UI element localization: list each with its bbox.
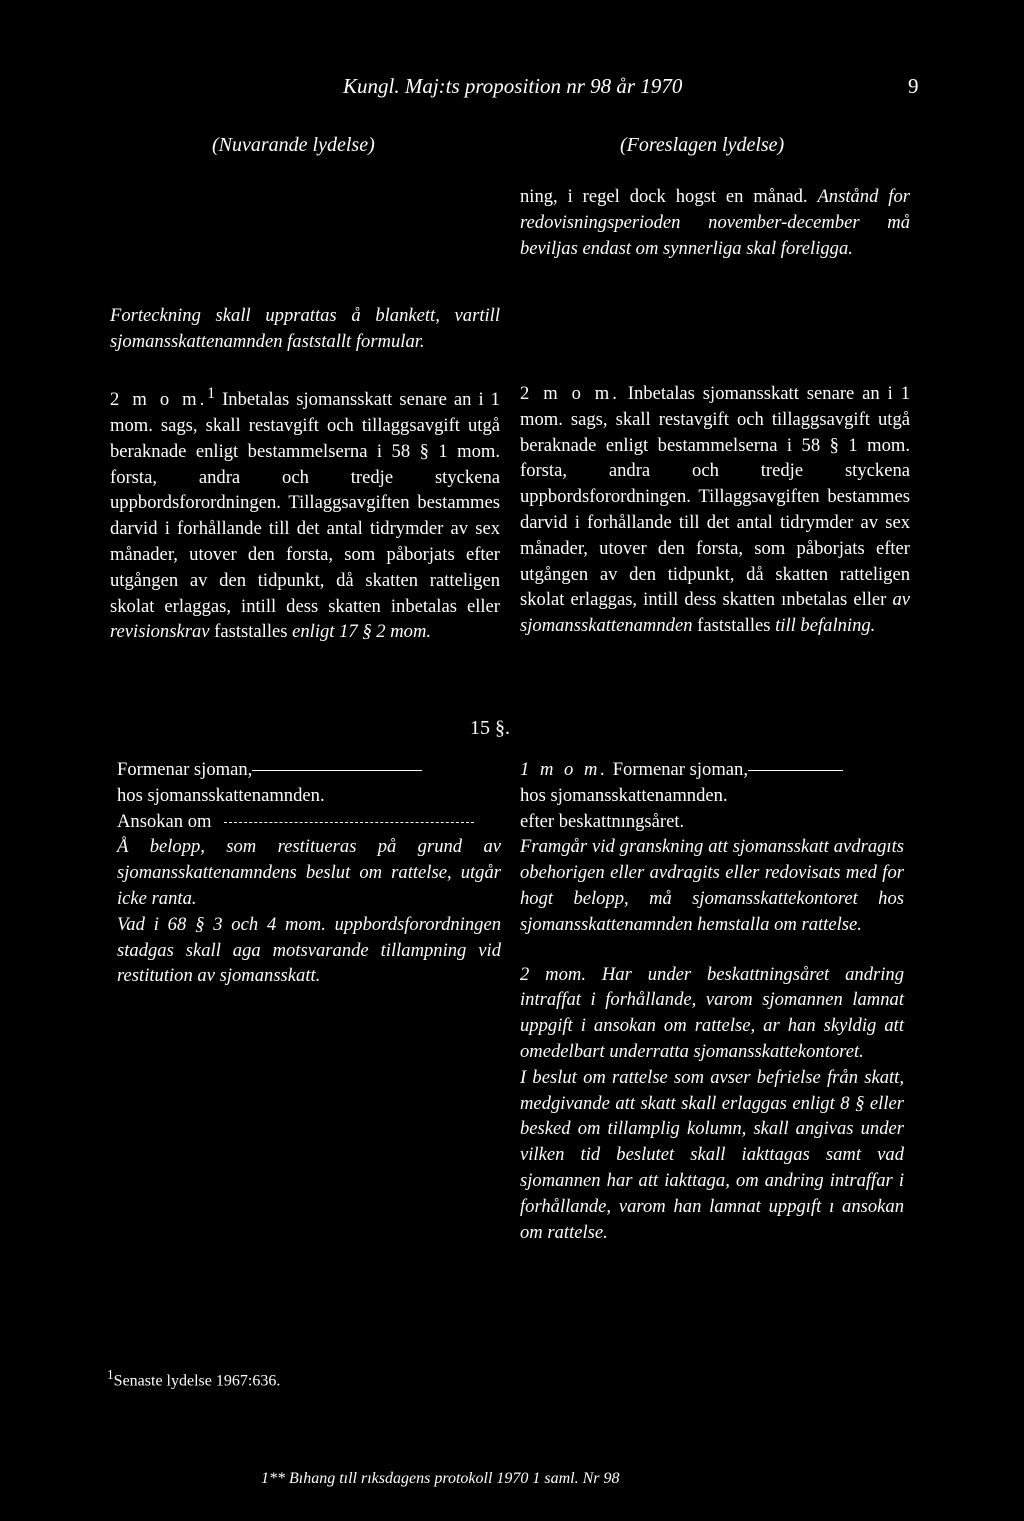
right-s15-paragraph4: I beslut om rattelse som avser befrielse från skatt, medgivande att skatt skall erlaggas enligt 8 § eller besked om tillamplig kolumn, skall angivas under vilken tid beslutet skall iakttagas samt vad sjomannen har att iakttaga, om andring intraffar i forhållande, varom han lamnat uppgıft ı ansokan om rattelse.: [520, 1066, 904, 1243]
page-header: [0, 74, 1024, 104]
left-s15-line3: Ansokan om: [117, 810, 212, 832]
left-column-heading: (Nuvarande lydelse): [212, 134, 375, 156]
header-title: Kungl. Maj:ts proposition nr 98 år 1970: [343, 74, 683, 98]
left-s15-line2: hos sjomansskattenamnden.: [117, 784, 325, 806]
left-mom2-label: 2 m o m.: [110, 389, 208, 411]
right-section15-block: [520, 757, 904, 1245]
footnote-text: Senaste lydelse 1967:636.: [113, 1372, 281, 1390]
right-s15-line2: hos sjomansskattenamnden.: [520, 784, 728, 806]
right-s15-paragraph3: 2 mom. Har under beskattningsåret andring intraffat i forhållande, varom sjomannen lamnat uppgift i ansokan om rattelse, ar han skyldig att omedelbart underratta sjomansskattekontoret.: [520, 963, 904, 1062]
right-mom2-text2: faststalles: [692, 615, 776, 637]
left-mom2-text: Inbetalas sjomansskatt senare an i 1 mom. sags, skall restavgift och tillaggsavgift utgå beraknade enligt bestammelserna i 58 § 1 mom. forsta, andra och tredje styckena uppbordsforordningen. Tillaggsavgiften bestammes darvid i forhållande till det antal tidrymder av sex månader, utover den forsta, som påborjats efter utgången av den tidpunkt, då skatten ratteligen skolat erlaggas, intill dess skatten inbetalas eller: [110, 389, 500, 617]
left-mom2-italic2: enligt 17 § 2 mom.: [292, 621, 432, 643]
left-s15-line3-rule: [224, 822, 474, 823]
left-mom2-text2: faststalles: [209, 621, 293, 643]
right-s15-line1-rule: [748, 770, 843, 771]
right-para1-text: ning, i regel dock hogst en månad.: [520, 186, 818, 207]
footnote-marker: 1: [107, 1367, 114, 1382]
right-column-heading: (Foreslagen lydelse): [620, 134, 785, 156]
footnote: [107, 1367, 280, 1390]
left-mom2-footnote-ref: 1: [207, 385, 216, 402]
section-15-heading: 15 §.: [470, 717, 510, 739]
left-section15-block: [117, 757, 501, 989]
right-s15-paragraph2: Framgår vid granskning att sjomansskatt avdragıts obehorigen eller avdragits eller redovisats med for hogt belopp, må sjomansskattekontoret hos sjomansskattenamnden hemstalla om rattelse.: [520, 836, 904, 935]
right-mom2-text: Inbetalas sjomansskatt senare an i 1 mom. sags, skall restavgift och tillaggsavgift utgå beraknade enligt bestammelserna i 58 § 1 mom. forsta, andra och tredje styckena uppbordsforordningen. Tillaggsavgiften bestammes darvid i forhållande till det antal tidrymder av sex månader, utover den forsta, som påborjats efter utgången av den tidpunkt, då skatten ratteligen skolat erlaggas, intill dess skatten ınbetalas eller: [520, 383, 910, 611]
right-ning-paragraph: [520, 184, 910, 261]
right-mom2-italic1: av sjomansskattenamnden: [520, 589, 910, 637]
left-mom2-italic1: revisionskrav: [110, 621, 210, 643]
right-para1-italic: Anstånd for redovisningsperioden november-december må beviljas endast om synnerliga skal foreligga.: [520, 186, 910, 259]
right-mom2-label: 2 m o m.: [520, 383, 620, 404]
page-number: 9: [908, 74, 919, 98]
bottom-note: 1** Bıhang tıll rıksdagens protokoll 1970 1 saml. Nr 98: [261, 1470, 620, 1487]
right-mom2-paragraph: [520, 381, 910, 639]
right-mom2-italic2: till befalning.: [775, 615, 876, 637]
left-s15-paragraph3: Vad i 68 § 3 och 4 mom. uppbordsforordningen stadgas skall aga motsvarande tillampning vid restitution av sjomansskatt.: [117, 913, 501, 987]
left-forteckning-paragraph: Forteckning skall upprattas å blankett, vartill sjomansskattenamnden faststallt formular.: [110, 305, 500, 352]
left-mom2-paragraph: [110, 381, 500, 645]
left-s15-line1: Formenar sjoman,: [117, 759, 253, 780]
right-s15-line1: Formenar sjoman,: [608, 759, 748, 780]
right-s15-mom1-label: 1 m o m.: [520, 759, 609, 780]
right-s15-line3: efter beskattnıngsåret.: [520, 810, 685, 832]
left-s15-line1-rule: [252, 770, 422, 771]
left-s15-paragraph2: Å belopp, som restitueras på grund av sjomansskattenamndens beslut om rattelse, utgår icke ranta.: [117, 836, 501, 909]
